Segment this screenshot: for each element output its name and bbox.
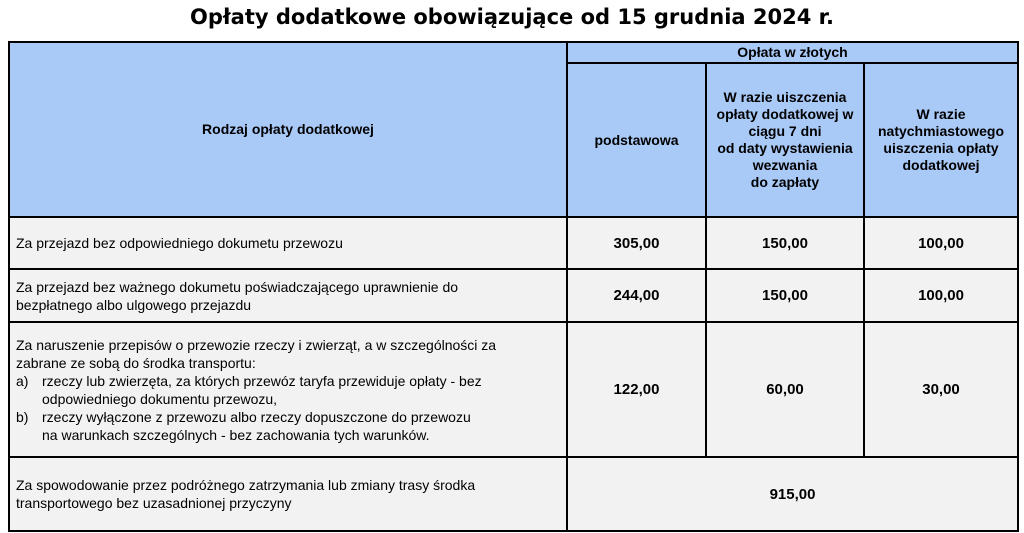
fee-description: Za przejazd bez ważnego dokumetu poświadczającego uprawnienie do bezpłatnego albo ulgowego przejazdu	[9, 269, 567, 322]
fee-description: Za przejazd bez odpowiedniego dokumetu przewozu	[9, 217, 567, 269]
fee-basic: 305,00	[567, 217, 706, 269]
fee-description: Za naruszenie przepisów o przewozie rzeczy i zwierząt, a w szczególności za zabrane ze sobą do środka transportu: a) rzeczy lub zwierzęta, za których przewóz taryfa przewiduje opłaty - bez odpowiedniego dokumentu przewozu, b) rzeczy wyłączone z przewozu albo rzeczy dopuszczone do przewozu na warunkach szczególnych - bez zachowania tych warunków.	[9, 322, 567, 457]
fee-within-7-days: 150,00	[706, 217, 864, 269]
header-within-7-days: W razie uiszczenia opłaty dodatkowej w ciągu 7 dni od daty wystawienia wezwania do zapłaty	[706, 63, 864, 217]
table-row	[9, 322, 1018, 457]
table-row	[9, 269, 1018, 322]
fee-flat-total: 915,00	[567, 457, 1018, 531]
list-item: b) rzeczy wyłączone z przewozu albo rzeczy dopuszczone do przewozu na warunkach szczególnych - bez zachowania tych warunków.	[16, 408, 471, 443]
fee-description: Za spowodowanie przez podróżnego zatrzymania lub zmiany trasy środka transportowego bez uzasadnionej przyczyny	[9, 457, 567, 531]
header-immediate: W razie natychmiastowego uiszczenia opłaty dodatkowej	[864, 63, 1018, 217]
table-row	[9, 457, 1018, 531]
fee-within-7-days: 150,00	[706, 269, 864, 322]
header-row-1	[9, 42, 1018, 63]
fee-basic: 122,00	[567, 322, 706, 457]
page-title: Opłaty dodatkowe obowiązujące od 15 grudnia 2024 r.	[190, 5, 834, 29]
fee-immediate: 30,00	[864, 322, 1018, 457]
list-item: a) rzeczy lub zwierzęta, za których przewóz taryfa przewiduje opłaty - bez odpowiedniego dokumentu przewozu,	[16, 372, 482, 407]
fee-basic: 244,00	[567, 269, 706, 322]
header-fee-amount: Opłata w złotych	[567, 42, 1018, 63]
header-basic: podstawowa	[567, 63, 706, 217]
list-marker: b)	[16, 408, 29, 425]
fee-immediate: 100,00	[864, 269, 1018, 322]
table-row	[9, 217, 1018, 269]
fee-within-7-days: 60,00	[706, 322, 864, 457]
list-marker: a)	[16, 372, 29, 389]
header-fee-type: Rodzaj opłaty dodatkowej	[9, 42, 567, 217]
fee-immediate: 100,00	[864, 217, 1018, 269]
fees-table	[8, 41, 1019, 532]
